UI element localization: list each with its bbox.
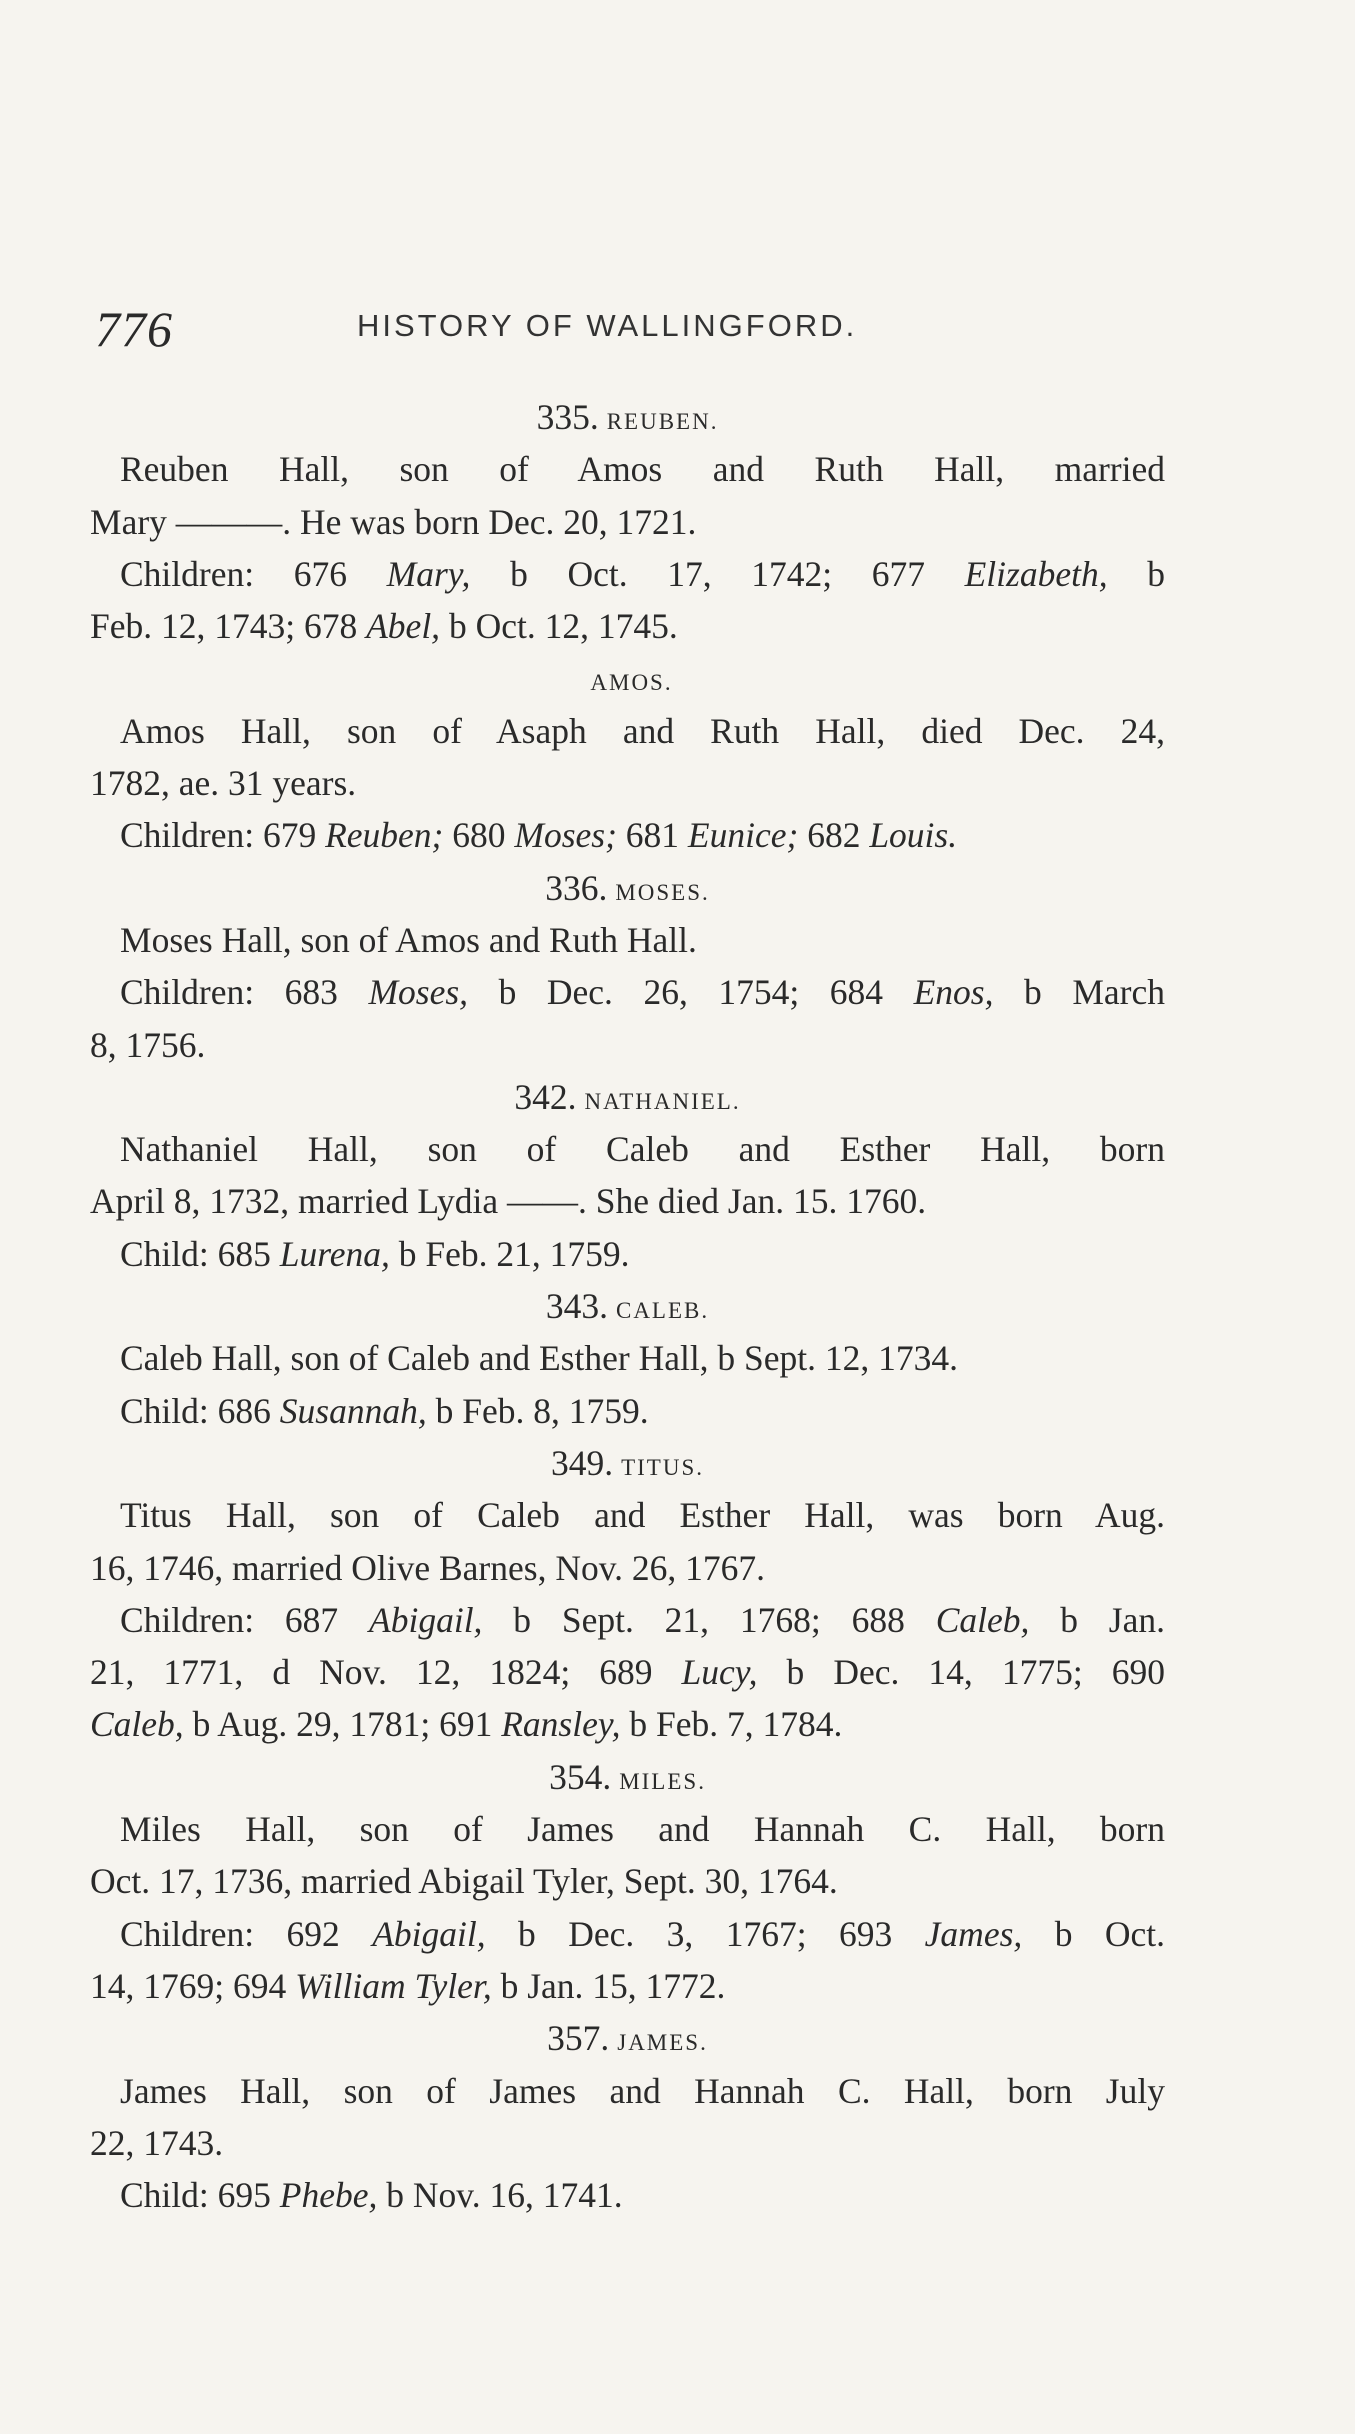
entry-heading bbox=[90, 1280, 1165, 1332]
text-line bbox=[90, 966, 1165, 1018]
entry-name: TITUS. bbox=[621, 1454, 705, 1480]
text-line bbox=[90, 1385, 1165, 1437]
child-name: Ransley, bbox=[501, 1704, 621, 1745]
text-segment: 680 bbox=[443, 815, 515, 856]
child-name: Lucy, bbox=[681, 1652, 758, 1693]
text-segment: b Feb. 8, 1759. bbox=[426, 1390, 649, 1431]
text-segment: b Sept. 21, 1768; 688 bbox=[482, 1599, 936, 1640]
text-segment: 8, 1756. bbox=[90, 1024, 206, 1065]
running-title: HISTORY OF WALLINGFORD. bbox=[357, 308, 858, 343]
child-name: Eunice; bbox=[687, 815, 799, 856]
text-segment: b bbox=[1107, 553, 1165, 594]
text-line bbox=[90, 548, 1165, 600]
text-segment: 681 bbox=[616, 815, 688, 856]
text-segment: b Aug. 29, 1781; 691 bbox=[183, 1704, 502, 1745]
text-line bbox=[90, 1489, 1165, 1541]
child-name: Reuben; bbox=[325, 815, 444, 856]
child-name: Lurena, bbox=[279, 1233, 390, 1274]
text-segment: Nathaniel Hall, son of Caleb and Esther Hall, born bbox=[120, 1129, 1165, 1170]
text-segment: b Jan. 15, 1772. bbox=[491, 1965, 726, 2006]
text-segment: b Feb. 7, 1784. bbox=[620, 1704, 843, 1745]
text-line bbox=[90, 443, 1165, 495]
text-line bbox=[90, 2117, 1165, 2169]
text-segment: April 8, 1732, married Lydia ——. She died Jan. 15. 1760. bbox=[90, 1181, 927, 1222]
text-segment: Child: 686 bbox=[120, 1390, 280, 1431]
text-segment: Reuben Hall, son of Amos and Ruth Hall, married bbox=[120, 449, 1165, 490]
text-segment: Oct. 17, 1736, married Abigail Tyler, Sept. 30, 1764. bbox=[90, 1861, 838, 1902]
child-name: Susannah, bbox=[279, 1390, 427, 1431]
text-segment: Caleb Hall, son of Caleb and Esther Hall, b Sept. 12, 1734. bbox=[120, 1338, 959, 1379]
text-line bbox=[90, 2065, 1165, 2117]
text-line bbox=[90, 1698, 1165, 1750]
text-segment: 22, 1743. bbox=[90, 2122, 224, 2163]
entry-number: 357. bbox=[547, 2018, 610, 2059]
text-segment: Child: 695 bbox=[120, 2175, 280, 2216]
entry-number: 349. bbox=[550, 1442, 614, 1483]
child-name: William Tyler, bbox=[295, 1965, 492, 2006]
entry-name: MOSES. bbox=[615, 879, 710, 905]
text-line bbox=[90, 757, 1165, 809]
text-segment: b March bbox=[993, 972, 1166, 1013]
text-segment: Moses Hall, son of Amos and Ruth Hall. bbox=[120, 919, 697, 960]
entry-name: JAMES. bbox=[617, 2030, 708, 2056]
entry-heading bbox=[90, 652, 1165, 704]
entry-name: AMOS. bbox=[590, 670, 673, 696]
entry-heading bbox=[90, 1071, 1165, 1123]
child-name: Moses, bbox=[368, 972, 469, 1013]
text-line bbox=[90, 2169, 1165, 2221]
child-name: Elizabeth, bbox=[964, 553, 1108, 594]
text-segment: b Oct. 12, 1745. bbox=[440, 606, 678, 647]
text-segment: b Nov. 16, 1741. bbox=[377, 2175, 623, 2216]
text-line bbox=[90, 1542, 1165, 1594]
text-line bbox=[90, 809, 1165, 861]
text-line bbox=[90, 600, 1165, 652]
text-segment: 682 bbox=[798, 815, 870, 856]
text-segment: 1782, ae. 31 years. bbox=[90, 763, 357, 804]
text-segment: Children: 679 bbox=[120, 815, 326, 856]
child-name: Caleb, bbox=[935, 1599, 1030, 1640]
entry-heading bbox=[90, 1751, 1165, 1803]
text-line bbox=[90, 1019, 1165, 1071]
text-line bbox=[90, 1123, 1165, 1175]
child-name: Mary, bbox=[386, 553, 471, 594]
entry-heading bbox=[90, 1437, 1165, 1489]
entry-number: 336. bbox=[545, 867, 608, 908]
child-name: Abigail, bbox=[369, 1599, 483, 1640]
genealogy-entries bbox=[90, 391, 1165, 2221]
child-name: Enos, bbox=[913, 972, 994, 1013]
entry-number: 342. bbox=[514, 1076, 577, 1117]
text-segment: b Dec. 14, 1775; 690 bbox=[757, 1652, 1165, 1693]
text-line bbox=[90, 1594, 1165, 1646]
text-line bbox=[90, 1228, 1165, 1280]
entry-number: 335. bbox=[536, 397, 599, 437]
entry-name: NATHANIEL. bbox=[584, 1088, 741, 1114]
entry-heading bbox=[90, 2012, 1165, 2064]
child-name: Abigail, bbox=[372, 1913, 486, 1954]
text-line bbox=[90, 1175, 1165, 1227]
entry-name: CALEB. bbox=[615, 1298, 710, 1324]
text-line bbox=[90, 705, 1165, 757]
entry-heading bbox=[90, 862, 1165, 914]
entry-number: 354. bbox=[549, 1756, 612, 1797]
child-name: Abel, bbox=[366, 606, 441, 647]
text-line bbox=[90, 1646, 1165, 1698]
text-segment: Miles Hall, son of James and Hannah C. Hall, born bbox=[120, 1809, 1165, 1850]
text-line bbox=[90, 1855, 1165, 1907]
child-name: Phebe, bbox=[279, 2175, 378, 2216]
text-segment: Children: 692 bbox=[120, 1913, 373, 1954]
child-name: Louis. bbox=[869, 815, 958, 856]
text-line bbox=[90, 496, 1165, 548]
entry-heading bbox=[90, 391, 1165, 443]
child-name: Caleb, bbox=[90, 1704, 184, 1745]
text-line bbox=[90, 1908, 1165, 1960]
text-segment: Children: 683 bbox=[120, 972, 369, 1013]
text-line bbox=[90, 1332, 1165, 1384]
text-segment: b Feb. 21, 1759. bbox=[389, 1233, 630, 1274]
text-segment: 16, 1746, married Olive Barnes, Nov. 26, 1767. bbox=[90, 1547, 766, 1588]
text-segment: Child: 685 bbox=[120, 1233, 280, 1274]
text-segment: b Dec. 3, 1767; 693 bbox=[485, 1913, 925, 1954]
page-header bbox=[95, 300, 1175, 360]
text-segment: b Jan. bbox=[1029, 1599, 1165, 1640]
text-segment: Amos Hall, son of Asaph and Ruth Hall, died Dec. 24, bbox=[120, 710, 1165, 751]
text-segment: Titus Hall, son of Caleb and Esther Hall, was born Aug. bbox=[120, 1495, 1165, 1536]
text-segment: b Oct. bbox=[1022, 1913, 1165, 1954]
entry-number: 343. bbox=[545, 1286, 608, 1327]
text-line bbox=[90, 1960, 1165, 2012]
text-segment: b Dec. 26, 1754; 684 bbox=[468, 972, 914, 1013]
text-line bbox=[90, 1803, 1165, 1855]
child-name: Moses; bbox=[514, 815, 617, 856]
text-segment: Mary ———. He was born Dec. 20, 1721. bbox=[90, 501, 697, 542]
entry-name: MILES. bbox=[619, 1768, 706, 1794]
page-number: 776 bbox=[95, 301, 173, 357]
text-segment: Feb. 12, 1743; 678 bbox=[90, 606, 367, 647]
text-segment: James Hall, son of James and Hannah C. Hall, born July bbox=[120, 2070, 1165, 2111]
text-segment: Children: 676 bbox=[120, 553, 387, 594]
text-segment: b Oct. 17, 1742; 677 bbox=[470, 553, 965, 594]
entry-name: REUBEN. bbox=[606, 409, 719, 434]
text-segment: 14, 1769; 694 bbox=[90, 1965, 296, 2006]
text-segment: Children: 687 bbox=[120, 1599, 370, 1640]
text-line bbox=[90, 914, 1165, 966]
text-segment: 21, 1771, d Nov. 12, 1824; 689 bbox=[90, 1652, 682, 1693]
child-name: James, bbox=[924, 1913, 1023, 1954]
